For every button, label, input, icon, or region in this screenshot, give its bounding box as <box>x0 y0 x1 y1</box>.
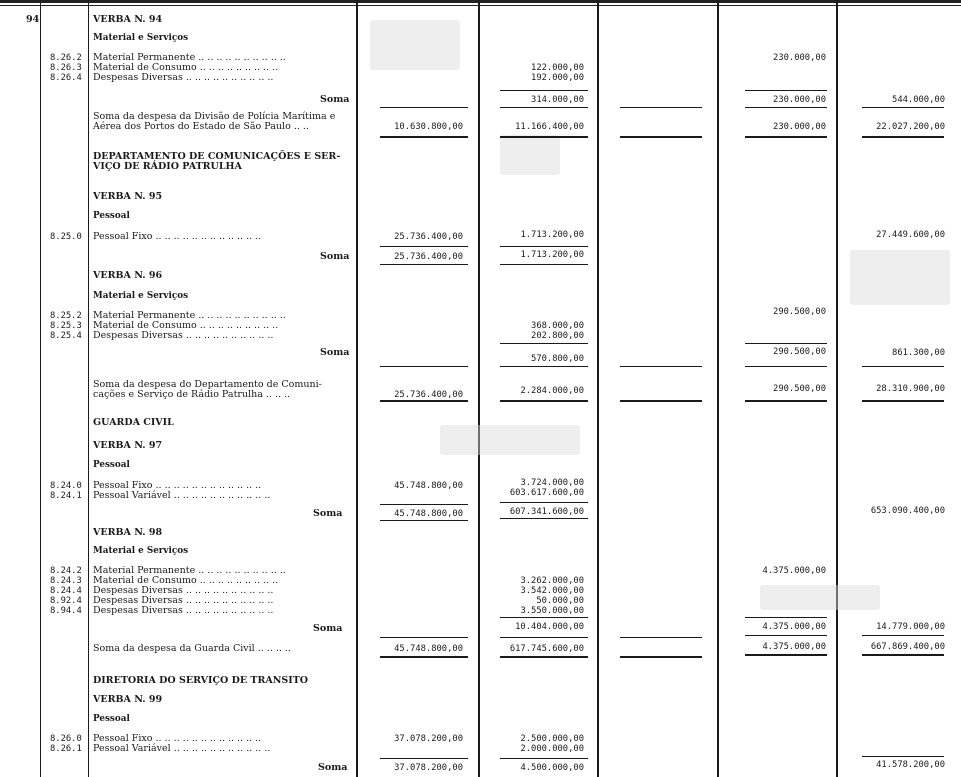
soma-label: Soma <box>313 623 343 634</box>
value-cell: 3.542.000,00 <box>520 586 584 596</box>
value-cell: 3.550.000,00 <box>520 606 584 616</box>
department-heading: DIRETORIA DO SERVIÇO DE TRANSITO <box>93 675 309 686</box>
value-cell: 4.375.000,00 <box>762 566 826 576</box>
value-cell: 4.500.000,00 <box>520 763 584 773</box>
value-cell: 3.724.000,00 <box>520 478 584 488</box>
sum-rule <box>380 264 468 265</box>
value-cell: 1.713.200,00 <box>520 230 584 240</box>
sum-rule <box>745 136 827 138</box>
value-cell: 50.000,00 <box>536 596 584 606</box>
department-heading: DEPARTAMENTO DE COMUNICAÇÕES E SER- VIÇO DE RÁDIO PATRULHA <box>93 151 341 172</box>
sum-rule <box>745 400 827 402</box>
value-cell: 617.745.600,00 <box>509 644 584 654</box>
sum-rule <box>862 400 944 402</box>
sum-rule <box>745 635 827 636</box>
item-descriptions: Material Permanente .. .. .. .. .. .. .. .. .. .. Material de Consumo .. .. .. .. .. .. .. .. .. Despesas Diversas .. .. .. .. .. .. .. .. .. .. Despesas Diversas .. .. .. .. .. .. .. .. .. .. Despesas Diversas .. .. .. .. .. .. .. .. .. .. <box>93 565 286 616</box>
sum-rule <box>380 246 468 247</box>
value-cell: 290.500,00 <box>773 347 826 357</box>
item-codes: 8.24.0 8.24.1 <box>50 481 82 501</box>
value-cell: 2.500.000,00 <box>520 734 584 744</box>
sum-rule <box>620 637 702 638</box>
value-cell: 230.000,00 <box>773 53 826 63</box>
subtotal-description: Soma da despesa do Departamento de Comuni- cações e Serviço de Rádio Patrulha .. .. .. <box>93 379 322 400</box>
sum-rule <box>862 635 944 636</box>
col-sep-4 <box>478 0 480 777</box>
sum-rule <box>500 502 588 503</box>
value-cell: 667.869.400,00 <box>870 642 945 652</box>
sum-rule <box>380 400 468 402</box>
value-cell: 25.736.400,00 <box>394 252 463 262</box>
sum-rule <box>500 136 588 138</box>
sum-rule <box>745 90 827 91</box>
value-cell: 45.748.800,00 <box>394 481 463 491</box>
scan-smudge <box>850 250 950 305</box>
sum-rule <box>380 136 468 138</box>
sum-rule <box>745 654 827 656</box>
value-cell: 290.500,00 <box>773 384 826 394</box>
item-codes: 8.26.0 8.26.1 <box>50 734 82 754</box>
sum-rule <box>380 656 468 658</box>
soma-label: Soma <box>318 762 348 773</box>
item-descriptions: Pessoal Fixo .. .. .. .. .. .. .. .. .. .. .. .. Pessoal Variável .. .. .. .. .. .. .. .. .. .. .. <box>93 480 271 501</box>
value-cell: 368.000,00 <box>531 321 584 331</box>
item-descriptions: Pessoal Fixo .. .. .. .. .. .. .. .. .. .. .. .. Pessoal Variável .. .. .. .. .. .. .. .. .. .. .. <box>93 733 271 754</box>
sum-rule <box>862 756 944 757</box>
sum-rule <box>862 136 944 138</box>
value-cell: 290.500,00 <box>773 307 826 317</box>
verba-97-heading: VERBA N. 97 <box>93 440 163 451</box>
sum-rule <box>500 656 588 658</box>
col-sep-1 <box>40 0 41 777</box>
scan-smudge <box>500 135 560 175</box>
sum-rule <box>380 107 468 108</box>
sum-rule <box>862 366 944 367</box>
value-cell: 544.000,00 <box>892 95 945 105</box>
value-cell: 3.262.000,00 <box>520 576 584 586</box>
value-cell: 230.000,00 <box>773 122 826 132</box>
sum-rule <box>500 366 588 367</box>
col-sep-7 <box>836 0 838 777</box>
item-number-94: 94 <box>26 14 40 25</box>
sum-rule <box>745 343 827 344</box>
sum-rule <box>380 520 468 521</box>
department-heading: GUARDA CIVIL <box>93 417 174 428</box>
section-label: Material e Serviços <box>93 291 189 301</box>
value-cell: 603.617.600,00 <box>509 488 584 498</box>
sum-rule <box>862 107 944 108</box>
sum-rule <box>500 246 588 247</box>
value-cell: 41.578.200,00 <box>876 760 945 770</box>
value-cell: 192.000,00 <box>531 73 584 83</box>
verba-98-heading: VERBA N. 98 <box>93 527 163 538</box>
sum-rule <box>745 617 827 618</box>
item-descriptions: Material Permanente .. .. .. .. .. .. .. .. .. .. Material de Consumo .. .. .. .. .. .. .. .. .. Despesas Diversas .. .. .. .. .. .. .. .. .. .. <box>93 52 286 83</box>
verba-95-heading: VERBA N. 95 <box>93 191 163 202</box>
sum-rule <box>620 400 702 402</box>
scan-smudge <box>760 585 880 610</box>
value-cell: 607.341.600,00 <box>509 507 584 517</box>
value-cell: 37.078.200,00 <box>394 734 463 744</box>
sum-rule <box>500 264 588 265</box>
sum-rule <box>500 617 588 618</box>
sum-rule <box>500 518 588 519</box>
item-descriptions: Material Permanente .. .. .. .. .. .. .. .. .. .. Material de Consumo .. .. .. .. .. .. .. .. .. Despesas Diversas .. .. .. .. .. .. .. .. .. .. <box>93 310 286 341</box>
item-descriptions: Pessoal Fixo .. .. .. .. .. .. .. .. .. .. .. .. <box>93 231 262 242</box>
value-cell: 28.310.900,00 <box>876 384 945 394</box>
scan-smudge <box>440 425 580 455</box>
sum-rule <box>500 107 588 108</box>
sum-rule <box>380 504 468 505</box>
item-codes: 8.25.0 <box>50 232 82 242</box>
top-border-inner <box>0 5 961 6</box>
value-cell: 1.713.200,00 <box>520 250 584 260</box>
verba-96-heading: VERBA N. 96 <box>93 270 163 281</box>
value-cell: 27.449.600,00 <box>876 230 945 240</box>
col-sep-3 <box>356 0 358 777</box>
value-cell: 10.630.800,00 <box>394 122 463 132</box>
subtotal-description: Soma da despesa da Divisão de Polícia Marítima e Aérea dos Portos do Estado de São Paulo .. .. <box>93 111 336 132</box>
subtotal-description: Soma da despesa da Guarda Civil .. .. .. .. <box>93 643 291 654</box>
sum-rule <box>500 400 588 402</box>
soma-label: Soma <box>320 347 350 358</box>
soma-label: Soma <box>320 94 350 105</box>
section-label: Material e Serviços <box>93 546 189 556</box>
sum-rule <box>745 366 827 367</box>
sum-rule <box>620 107 702 108</box>
sum-rule <box>620 136 702 138</box>
value-cell: 37.078.200,00 <box>394 763 463 773</box>
item-codes: 8.24.2 8.24.3 8.24.4 8.92.4 8.94.4 <box>50 566 82 616</box>
sum-rule <box>500 637 588 638</box>
top-border <box>0 0 961 3</box>
section-label: Pessoal <box>93 714 130 724</box>
soma-label: Soma <box>320 251 350 262</box>
value-cell: 22.027.200,00 <box>876 122 945 132</box>
value-cell: 861.300,00 <box>892 348 945 358</box>
value-cell: 11.166.400,00 <box>515 122 584 132</box>
value-cell: 2.284.000,00 <box>520 386 584 396</box>
section-label: Pessoal <box>93 211 130 221</box>
col-sep-5 <box>597 0 599 777</box>
soma-label: Soma <box>313 508 343 519</box>
value-cell: 2.000.000,00 <box>520 744 584 754</box>
value-cell: 45.748.800,00 <box>394 509 463 519</box>
value-cell: 314.000,00 <box>531 95 584 105</box>
value-cell: 25.736.400,00 <box>394 232 463 242</box>
sum-rule <box>862 654 944 656</box>
item-codes: 8.25.2 8.25.3 8.25.4 <box>50 311 82 341</box>
col-sep-2 <box>88 0 89 777</box>
sum-rule <box>620 366 702 367</box>
verba-99-heading: VERBA N. 99 <box>93 694 163 705</box>
value-cell: 4.375.000,00 <box>762 622 826 632</box>
value-cell: 14.779.000,00 <box>876 622 945 632</box>
sum-rule <box>500 343 588 344</box>
sum-rule <box>380 758 468 759</box>
value-cell: 4.375.000,00 <box>762 642 826 652</box>
sum-rule <box>380 366 468 367</box>
value-cell: 570.800,00 <box>531 354 584 364</box>
sum-rule <box>380 637 468 638</box>
verba-94-heading: VERBA N. 94 <box>93 14 163 25</box>
value-cell: 122.000,00 <box>531 63 584 73</box>
value-cell: 653.090.400,00 <box>870 506 945 516</box>
sum-rule <box>620 656 702 658</box>
scan-smudge <box>370 20 460 70</box>
item-codes: 8.26.2 8.26.3 8.26.4 <box>50 53 82 83</box>
sum-rule <box>500 758 588 759</box>
value-cell: 25.736.400,00 <box>394 390 463 400</box>
section-label: Pessoal <box>93 460 130 470</box>
sum-rule <box>500 90 588 91</box>
sum-rule <box>745 107 827 108</box>
value-cell: 202.800,00 <box>531 331 584 341</box>
value-cell: 45.748.800,00 <box>394 644 463 654</box>
value-cell: 10.404.000,00 <box>515 622 584 632</box>
section-label: Material e Serviços <box>93 33 189 43</box>
col-sep-6 <box>717 0 719 777</box>
value-cell: 230.000,00 <box>773 95 826 105</box>
